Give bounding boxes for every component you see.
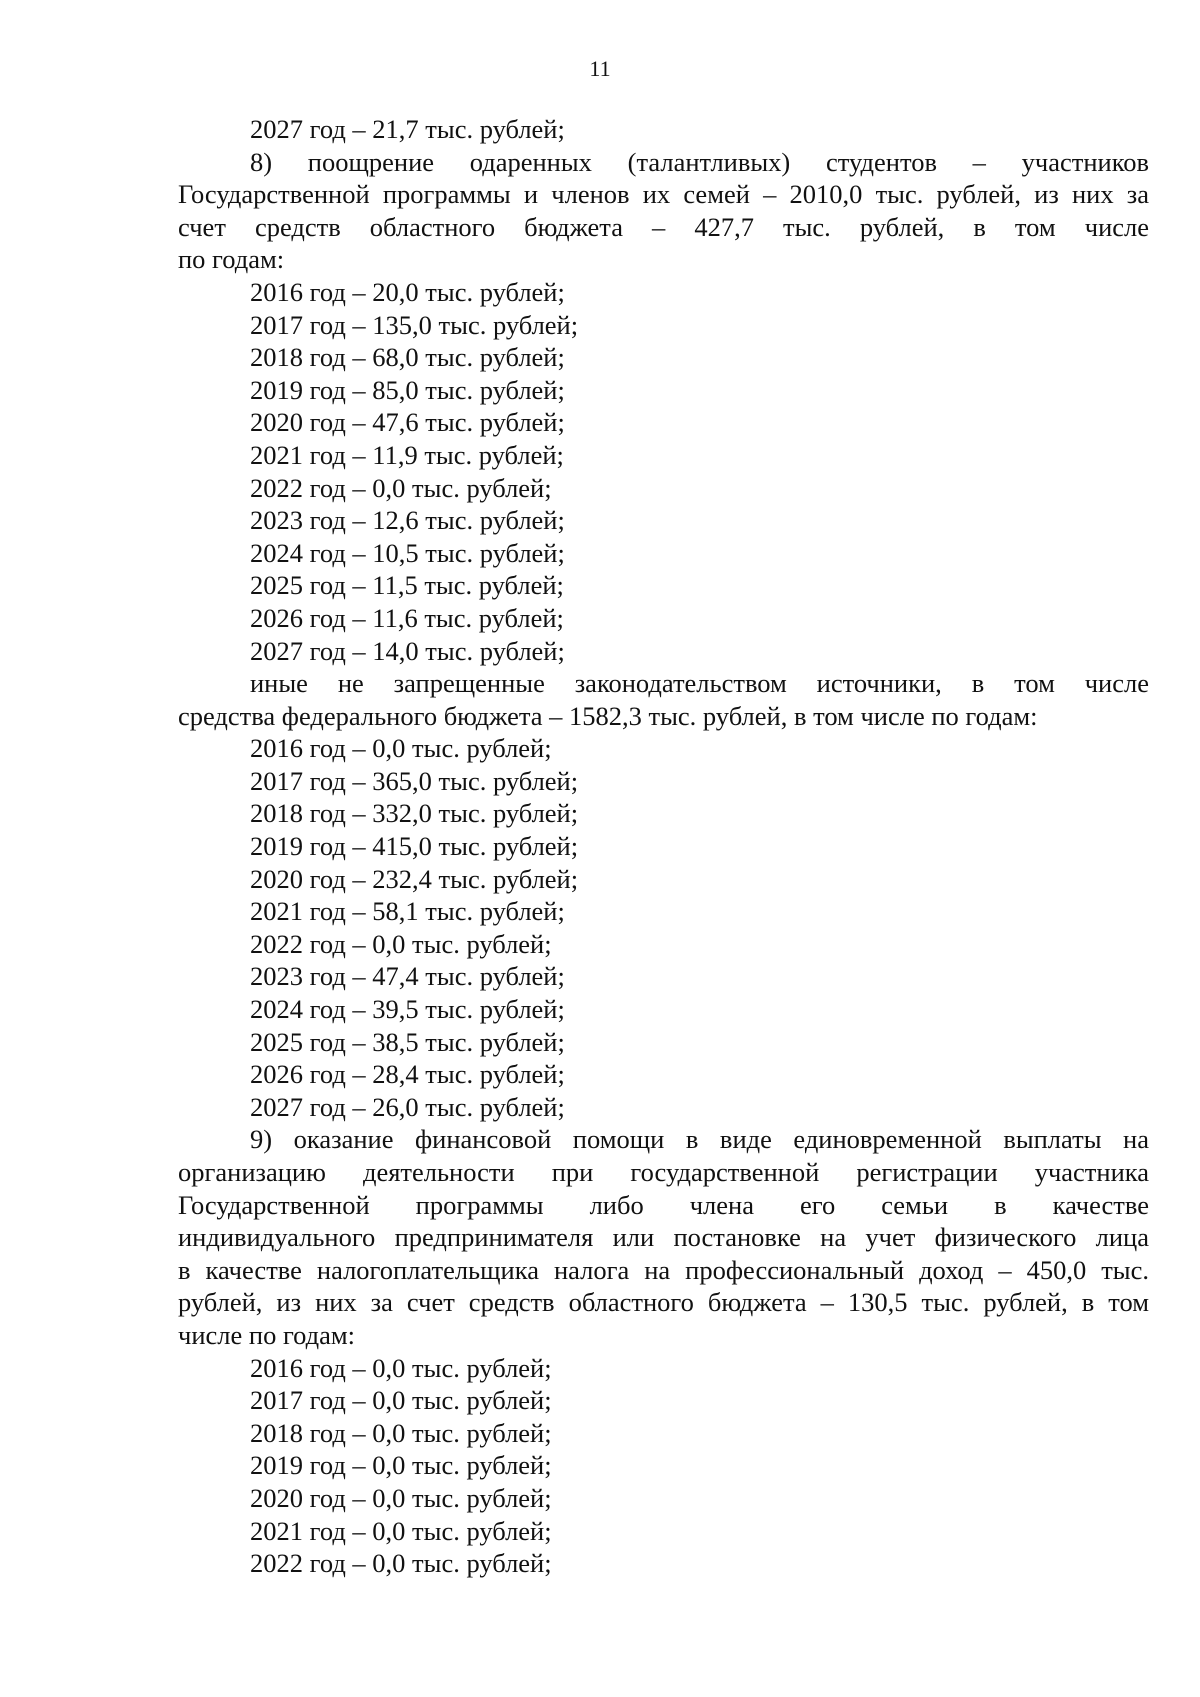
year-line: 2025 год – 11,5 тыс. рублей; — [250, 570, 564, 601]
year-line: 2016 год – 0,0 тыс. рублей; — [250, 1352, 552, 1383]
paragraph-line: рублей, из них за счет средств областного бюджета – 130,5 тыс. рублей, в том — [178, 1287, 1149, 1318]
paragraph-line: 8) поощрение одаренных (талантливых) студентов – участников — [250, 146, 1149, 177]
year-line: 2021 год – 58,1 тыс. рублей; — [250, 896, 565, 927]
paragraph-line: Государственной программы и членов их семей – 2010,0 тыс. рублей, из них за — [178, 179, 1149, 210]
year-line: 2022 год – 0,0 тыс. рублей; — [250, 472, 552, 503]
year-line: 2016 год – 0,0 тыс. рублей; — [250, 733, 552, 764]
year-line: 2018 год – 0,0 тыс. рублей; — [250, 1417, 552, 1448]
year-line: 2022 год – 0,0 тыс. рублей; — [250, 1548, 552, 1579]
year-line: 2022 год – 0,0 тыс. рублей; — [250, 928, 552, 959]
year-line: 2016 год – 20,0 тыс. рублей; — [250, 276, 565, 307]
paragraph-line: 9) оказание финансовой помощи в виде единовременной выплаты на — [250, 1124, 1149, 1155]
year-line: 2018 год – 68,0 тыс. рублей; — [250, 342, 565, 373]
year-line: 2027 год – 26,0 тыс. рублей; — [250, 1091, 565, 1122]
page-number: 11 — [589, 56, 611, 81]
paragraph-line: иные не запрещенные законодательством источники, в том числе — [250, 668, 1149, 699]
year-line: 2023 год – 12,6 тыс. рублей; — [250, 505, 565, 536]
paragraph-line: индивидуального предпринимателя или постановке на учет физического лица — [178, 1222, 1149, 1253]
year-line: 2020 год – 0,0 тыс. рублей; — [250, 1482, 552, 1513]
year-line: 2018 год – 332,0 тыс. рублей; — [250, 798, 579, 829]
paragraph-line: организацию деятельности при государственной регистрации участника — [178, 1157, 1149, 1187]
year-line: 2027 год – 21,7 тыс. рублей; — [250, 114, 565, 144]
year-line: 2025 год – 38,5 тыс. рублей; — [250, 1026, 565, 1057]
year-line: 2019 год – 85,0 тыс. рублей; — [250, 374, 565, 405]
year-line: 2023 год – 47,4 тыс. рублей; — [250, 961, 565, 992]
year-line: 2021 год – 0,0 тыс. рублей; — [250, 1515, 552, 1546]
document-body — [178, 113, 1149, 1580]
year-line: 2017 год – 135,0 тыс. рублей; — [250, 309, 579, 340]
year-line: 2026 год – 11,6 тыс. рублей; — [250, 602, 564, 633]
paragraph-line: средства федерального бюджета – 1582,3 тыс. рублей, в том числе по годам: — [178, 700, 1038, 731]
year-line: 2024 год – 10,5 тыс. рублей; — [250, 537, 565, 568]
year-line: 2019 год – 0,0 тыс. рублей; — [250, 1450, 552, 1481]
year-line: 2024 год – 39,5 тыс. рублей; — [250, 994, 565, 1025]
paragraph-line: Государственной программы либо члена его семьи в качестве — [178, 1189, 1149, 1220]
paragraph-line: по годам: — [178, 244, 285, 275]
year-line: 2021 год – 11,9 тыс. рублей; — [250, 439, 564, 470]
year-line: 2017 год – 365,0 тыс. рублей; — [250, 765, 579, 796]
paragraph-line: числе по годам: — [178, 1319, 356, 1350]
paragraph-line: счет средств областного бюджета – 427,7 тыс. рублей, в том числе — [178, 211, 1149, 242]
year-line: 2026 год – 28,4 тыс. рублей; — [250, 1059, 565, 1090]
paragraph-line: в качестве налогоплательщика налога на профессиональный доход – 450,0 тыс. — [178, 1254, 1149, 1285]
year-line: 2019 год – 415,0 тыс. рублей; — [250, 831, 579, 862]
year-line: 2017 год – 0,0 тыс. рублей; — [250, 1385, 552, 1416]
year-line: 2027 год – 14,0 тыс. рублей; — [250, 635, 565, 666]
year-line: 2020 год – 232,4 тыс. рублей; — [250, 863, 579, 894]
year-line: 2020 год – 47,6 тыс. рублей; — [250, 407, 565, 438]
